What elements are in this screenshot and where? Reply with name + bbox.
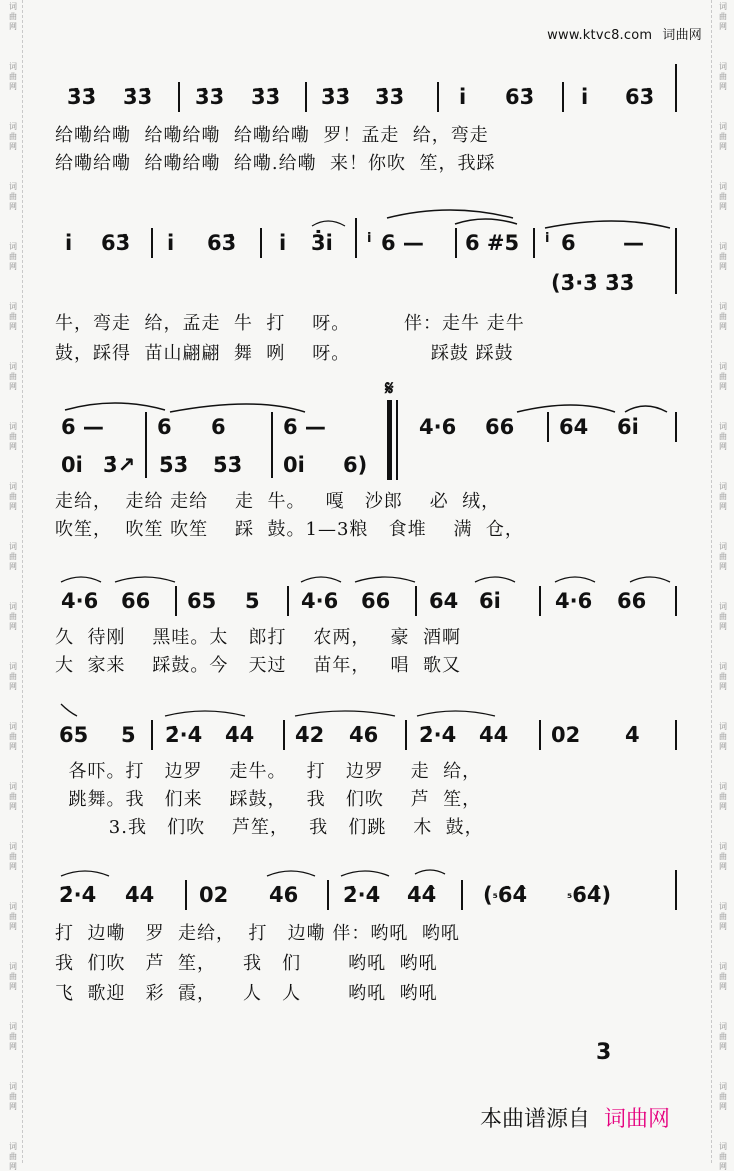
margin-watermark-char: 曲 <box>9 672 17 681</box>
margin-watermark-char: 网 <box>9 382 17 391</box>
header-url: www.ktvc8.com 词曲网 <box>547 28 702 43</box>
margin-watermark-char: 词 <box>9 902 17 911</box>
margin-watermark-char: 词 <box>9 782 17 791</box>
margin-watermark-char: 词 <box>719 602 727 611</box>
margin-watermark-char: 网 <box>9 1162 17 1171</box>
segno-sign: 𝄋 <box>385 376 394 400</box>
margin-watermark-char: 词 <box>9 422 17 431</box>
margin-watermark-char: 网 <box>719 82 727 91</box>
margin-watermark-char: 网 <box>9 142 17 151</box>
lyric-line: 吹笙， 吹笙 吹笙 踩 鼓。1—3粮 食堆 满 仓， <box>55 519 524 540</box>
margin-watermark-char: 网 <box>719 862 727 871</box>
margin-watermark-char: 曲 <box>9 12 17 21</box>
lyric-line: 打 边嘞 罗 走给， 打 边嘞 伴：哟吼 哟吼 <box>55 923 460 944</box>
margin-watermark-char: 词 <box>9 62 17 71</box>
margin-watermark-char: 曲 <box>719 492 727 501</box>
margin-watermark-char: 词 <box>9 242 17 251</box>
margin-watermark-char: 词 <box>9 1142 17 1151</box>
margin-watermark-char: 网 <box>9 1042 17 1051</box>
margin-watermark-char: 曲 <box>719 372 727 381</box>
margin-watermark-char: 网 <box>719 682 727 691</box>
margin-watermark-char: 曲 <box>9 912 17 921</box>
margin-watermark-char: 网 <box>9 862 17 871</box>
margin-watermark-char: 词 <box>9 362 17 371</box>
margin-watermark-char: 网 <box>9 22 17 31</box>
margin-watermark-char: 曲 <box>719 612 727 621</box>
margin-watermark-char: 网 <box>9 922 17 931</box>
margin-watermark-char: 词 <box>719 482 727 491</box>
margin-watermark-char: 曲 <box>9 972 17 981</box>
margin-watermark-char: 词 <box>719 662 727 671</box>
source-label: 本曲谱源自 <box>480 1107 591 1132</box>
margin-watermark-char: 词 <box>719 962 727 971</box>
margin-watermark-char: 曲 <box>9 312 17 321</box>
margin-watermark-char: 网 <box>719 22 727 31</box>
margin-watermark-char: 词 <box>9 722 17 731</box>
margin-watermark-char: 网 <box>9 622 17 631</box>
margin-watermark-char: 曲 <box>719 1032 727 1041</box>
margin-watermark-char: 网 <box>719 802 727 811</box>
margin-watermark-char: 曲 <box>9 492 17 501</box>
lyric-line: 跳舞。我 们来 踩鼓， 我 们吹 芦 笙， <box>55 789 482 810</box>
margin-watermark-char: 词 <box>719 182 727 191</box>
lyric-line: 飞 歌迎 彩 霞， 人 人 哟吼 哟吼 <box>55 983 438 1004</box>
margin-watermark-char: 词 <box>719 2 727 11</box>
margin-watermark-char: 词 <box>719 242 727 251</box>
margin-watermark-char: 网 <box>9 1102 17 1111</box>
margin-watermark-char: 曲 <box>719 552 727 561</box>
margin-watermark-char: 曲 <box>9 552 17 561</box>
lyric-line: 我 们吹 芦 笙， 我 们 哟吼 哟吼 <box>55 953 438 974</box>
margin-watermark-char: 词 <box>9 482 17 491</box>
margin-watermark-char: 曲 <box>719 1152 727 1161</box>
margin-watermark-char: 词 <box>719 422 727 431</box>
margin-watermark-char: 网 <box>719 322 727 331</box>
margin-watermark-char: 曲 <box>9 732 17 741</box>
margin-watermark-char: 词 <box>719 542 727 551</box>
margin-watermark-char: 词 <box>9 842 17 851</box>
lyric-line: 牛，弯走 给，孟走 牛 打 呀。 伴：走牛 走牛 <box>55 313 525 334</box>
margin-watermark-char: 词 <box>9 1082 17 1091</box>
margin-watermark-char: 词 <box>719 722 727 731</box>
margin-watermark-char: 词 <box>9 302 17 311</box>
margin-watermark-char: 曲 <box>719 252 727 261</box>
margin-watermark-char: 曲 <box>9 192 17 201</box>
margin-watermark-char: 网 <box>9 502 17 511</box>
margin-watermark-char: 网 <box>719 1162 727 1171</box>
margin-watermark-char: 词 <box>719 1082 727 1091</box>
margin-watermark-char: 网 <box>9 802 17 811</box>
lyric-line: 久 待刚 黑哇。太 郎打 农两， 豪 酒啊 <box>55 627 461 648</box>
margin-watermark-char: 网 <box>719 1042 727 1051</box>
margin-watermark-char: 曲 <box>9 132 17 141</box>
page-number: 3 <box>596 1040 612 1065</box>
margin-watermark-char: 曲 <box>719 672 727 681</box>
margin-watermark-char: 网 <box>9 562 17 571</box>
margin-watermark-char: 网 <box>9 202 17 211</box>
margin-watermark-char: 曲 <box>719 312 727 321</box>
lyric-line: 给嘞给嘞 给嘞给嘞 给嘞给嘞 罗！孟走 给，弯走 <box>55 125 489 146</box>
margin-watermark-char: 曲 <box>9 1032 17 1041</box>
margin-watermark-char: 曲 <box>9 1152 17 1161</box>
margin-watermark-char: 网 <box>9 262 17 271</box>
margin-watermark-char: 网 <box>719 142 727 151</box>
margin-watermark-char: 词 <box>9 122 17 131</box>
margin-watermark-char: 曲 <box>719 792 727 801</box>
source-credit <box>480 1102 670 1133</box>
margin-watermark-char: 曲 <box>9 432 17 441</box>
margin-watermark-char: 词 <box>719 782 727 791</box>
margin-watermark-char: 网 <box>719 922 727 931</box>
lyric-line: 鼓，踩得 苗山翩翩 舞 咧 呀。 踩鼓 踩鼓 <box>55 343 514 364</box>
margin-watermark-char: 网 <box>719 382 727 391</box>
margin-watermark-char: 词 <box>719 1142 727 1151</box>
margin-watermark-char: 曲 <box>9 252 17 261</box>
margin-watermark-char: 曲 <box>9 372 17 381</box>
margin-watermark-char: 曲 <box>719 732 727 741</box>
margin-watermark-char: 网 <box>9 322 17 331</box>
margin-watermark-char: 网 <box>719 742 727 751</box>
margin-watermark-char: 网 <box>719 202 727 211</box>
margin-watermark-char: 网 <box>719 982 727 991</box>
margin-watermark-char: 词 <box>9 1022 17 1031</box>
margin-watermark-char: 曲 <box>9 852 17 861</box>
margin-watermark-char: 曲 <box>719 972 727 981</box>
lyric-line: 3.我 们吹 芦笙， 我 们跳 木 鼓， <box>55 817 484 838</box>
margin-watermark-char: 词 <box>9 182 17 191</box>
margin-watermark-char: 曲 <box>9 612 17 621</box>
margin-watermark-char: 网 <box>719 502 727 511</box>
margin-watermark-char: 词 <box>9 602 17 611</box>
lyric-line: 大 家来 踩鼓。今 天过 苗年， 唱 歌又 <box>55 655 461 676</box>
margin-watermark-char: 词 <box>719 122 727 131</box>
margin-watermark-char: 词 <box>719 1022 727 1031</box>
source-brand-link[interactable]: 词曲网 <box>604 1107 671 1132</box>
margin-watermark-char: 曲 <box>9 792 17 801</box>
margin-watermark-char: 网 <box>719 1102 727 1111</box>
margin-watermark-char: 词 <box>9 962 17 971</box>
margin-watermark-char: 词 <box>719 302 727 311</box>
margin-watermark-char: 网 <box>719 262 727 271</box>
margin-watermark-char: 曲 <box>719 12 727 21</box>
margin-watermark-char: 曲 <box>719 72 727 81</box>
margin-watermark-char: 网 <box>9 742 17 751</box>
margin-watermark-char: 曲 <box>719 432 727 441</box>
margin-watermark-char: 网 <box>719 562 727 571</box>
header-site: 词曲网 <box>662 28 702 43</box>
margin-watermark-char: 词 <box>719 362 727 371</box>
margin-watermark-char: 网 <box>719 622 727 631</box>
lyric-line: 各吓。打 边罗 走牛。 打 边罗 走 给， <box>55 761 482 782</box>
margin-watermark-char: 曲 <box>719 132 727 141</box>
margin-watermark-char: 网 <box>9 982 17 991</box>
margin-watermark-char: 词 <box>9 2 17 11</box>
margin-watermark-char: 网 <box>9 442 17 451</box>
margin-watermark-char: 曲 <box>719 192 727 201</box>
lyric-line: 走给， 走给 走给 走 牛。 嘎 沙郎 必 绒， <box>55 491 501 512</box>
margin-watermark-char: 网 <box>719 442 727 451</box>
margin-watermark-char: 曲 <box>9 72 17 81</box>
margin-watermark-char: 曲 <box>9 1092 17 1101</box>
margin-watermark-char: 词 <box>719 902 727 911</box>
margin-watermark-char: 词 <box>719 62 727 71</box>
margin-watermark-char: 词 <box>9 662 17 671</box>
margin-watermark-char: 网 <box>9 82 17 91</box>
lyric-line: 给嘞给嘞 给嘞给嘞 给嘞.给嘞 来！你吹 笙，我踩 <box>55 153 496 174</box>
margin-watermark-char: 词 <box>719 842 727 851</box>
margin-watermark-char: 曲 <box>719 852 727 861</box>
accompaniment-notes: (3̇·3̇ 3̇3̇ <box>551 271 635 295</box>
margin-watermark-char: 曲 <box>719 912 727 921</box>
margin-watermark-char: 词 <box>9 542 17 551</box>
margin-watermark-char: 网 <box>9 682 17 691</box>
margin-watermark-char: 曲 <box>719 1092 727 1101</box>
